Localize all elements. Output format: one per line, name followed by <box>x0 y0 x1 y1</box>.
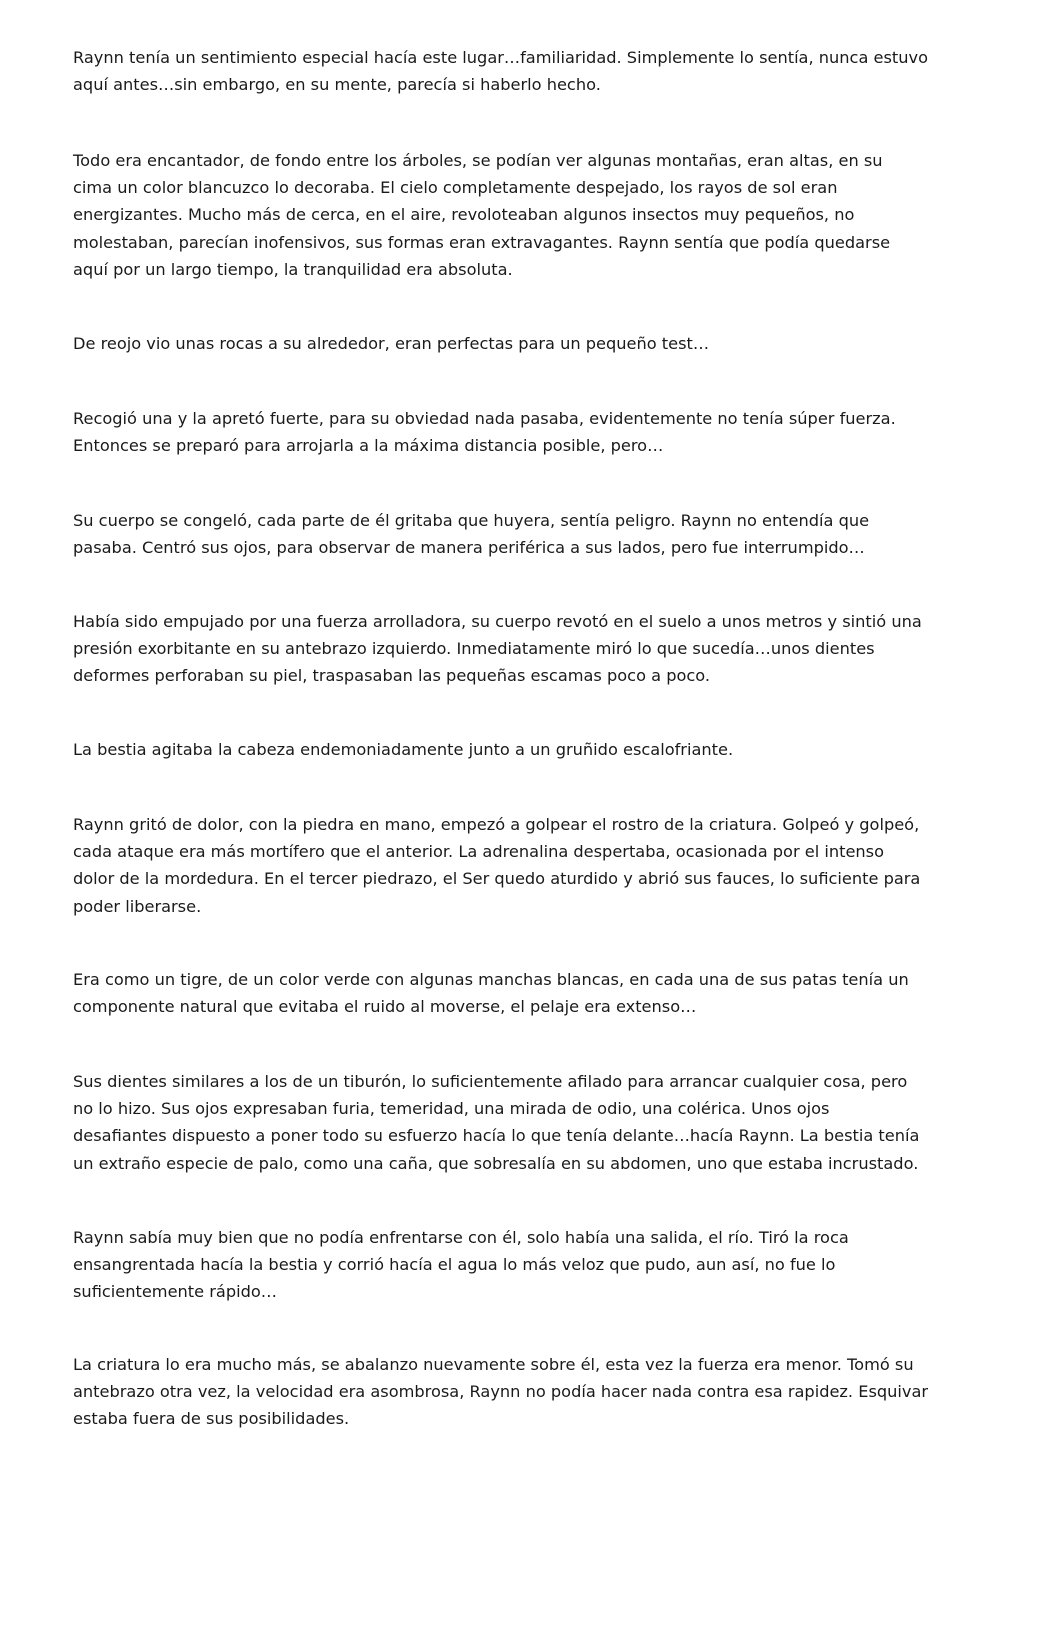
paragraph-12 <box>73 1351 928 1433</box>
text-line: aquí por un largo tiempo, la tranquilidad era absoluta. <box>73 259 513 279</box>
text-line: Raynn sabía muy bien que no podía enfrentarse con él, solo había una salida, el río. Tiró la roca <box>73 1228 849 1247</box>
text-line: La criatura lo era mucho más, se abalanzo nuevamente sobre él, esta vez la fuerza era menor. Tomó su <box>73 1355 914 1374</box>
text-line: Recogió una y la apretó fuerte, para su obviedad nada pasaba, evidentemente no tenía súper fuerza. <box>73 409 896 428</box>
paragraph-6 <box>73 608 922 690</box>
text-line: dolor de la mordedura. En el tercer piedrazo, el Ser quedo aturdido y abrió sus fauces, lo suficiente para <box>73 869 921 889</box>
text-line: Raynn gritó de dolor, con la piedra en mano, empezó a golpear el rostro de la criatura. Golpeó y golpeó, <box>73 815 920 834</box>
text-line: deformes perforaban su piel, traspasaban las pequeñas escamas poco a poco. <box>73 666 711 686</box>
paragraph-10 <box>73 1068 919 1177</box>
text-line: Era como un tigre, de un color verde con algunas manchas blancas, en cada una de sus patas tenía un <box>73 970 909 989</box>
text-line: antebrazo otra vez, la velocidad era asombrosa, Raynn no podía hacer nada contra esa rapidez. Esquivar <box>73 1382 929 1402</box>
paragraph-5 <box>73 507 869 561</box>
text-line: Sus dientes similares a los de un tiburón, lo suficientemente afilado para arrancar cualquier cosa, pero <box>73 1072 908 1091</box>
text-line: suficientemente rápido… <box>73 1282 277 1302</box>
text-line: Todo era encantador, de fondo entre los árboles, se podían ver algunas montañas, eran altas, en su <box>73 151 883 170</box>
text-line: Entonces se preparó para arrojarla a la máxima distancia posible, pero… <box>73 436 664 456</box>
text-line: desafiantes dispuesto a poner todo su esfuerzo hacía lo que tenía delante…hacía Raynn. La bestia tenía <box>73 1126 920 1146</box>
paragraph-9 <box>73 966 909 1020</box>
paragraph-11 <box>73 1224 849 1306</box>
text-line: estaba fuera de sus posibilidades. <box>73 1409 350 1429</box>
text-line: poder liberarse. <box>73 896 202 916</box>
text-line: Había sido empujado por una fuerza arrolladora, su cuerpo revotó en el suelo a unos metros y sintió una <box>73 612 922 631</box>
paragraph-3 <box>73 330 709 357</box>
text-line: La bestia agitaba la cabeza endemoniadamente junto a un gruñido escalofriante. <box>73 740 734 759</box>
paragraph-2 <box>73 147 890 283</box>
text-line: no lo hizo. Sus ojos expresaban furia, temeridad, una mirada de odio, una colérica. Unos ojos <box>73 1099 830 1119</box>
paragraph-4 <box>73 405 896 459</box>
paragraph-1 <box>73 44 928 98</box>
text-line: De reojo vio unas rocas a su alrededor, eran perfectas para un pequeño test… <box>73 334 710 353</box>
paragraph-7 <box>73 736 733 763</box>
paragraph-8 <box>73 811 920 920</box>
text-line: presión exorbitante en su antebrazo izquierdo. Inmediatamente miró lo que sucedía…unos dientes <box>73 639 875 659</box>
text-line: aquí antes…sin embargo, en su mente, parecía si haberlo hecho. <box>73 75 601 95</box>
text-line: molestaban, parecían inofensivos, sus formas eran extravagantes. Raynn sentía que podía quedarse <box>73 232 891 252</box>
text-line: energizantes. Mucho más de cerca, en el aire, revoloteaban algunos insectos muy pequeños, no <box>73 205 855 225</box>
text-line: cima un color blancuzco lo decoraba. El cielo completamente despejado, los rayos de sol eran <box>73 178 838 198</box>
text-line: ensangrentada hacía la bestia y corrió hacía el agua lo más veloz que pudo, aun así, no fue lo <box>73 1255 836 1275</box>
text-line: pasaba. Centró sus ojos, para observar de manera periférica a sus lados, pero fue interrumpido… <box>73 538 865 558</box>
text-line: Raynn tenía un sentimiento especial hacía este lugar…familiaridad. Simplemente lo sentía, nunca estuvo <box>73 48 928 67</box>
text-line: componente natural que evitaba el ruido al moverse, el pelaje era extenso… <box>73 997 697 1017</box>
text-line: Su cuerpo se congeló, cada parte de él gritaba que huyera, sentía peligro. Raynn no entendía que <box>73 511 870 530</box>
text-line: un extraño especie de palo, como una caña, que sobresalía en su abdomen, uno que estaba incrustado. <box>73 1153 919 1173</box>
text-line: cada ataque era más mortífero que el anterior. La adrenalina despertaba, ocasionada por el intenso <box>73 842 885 862</box>
